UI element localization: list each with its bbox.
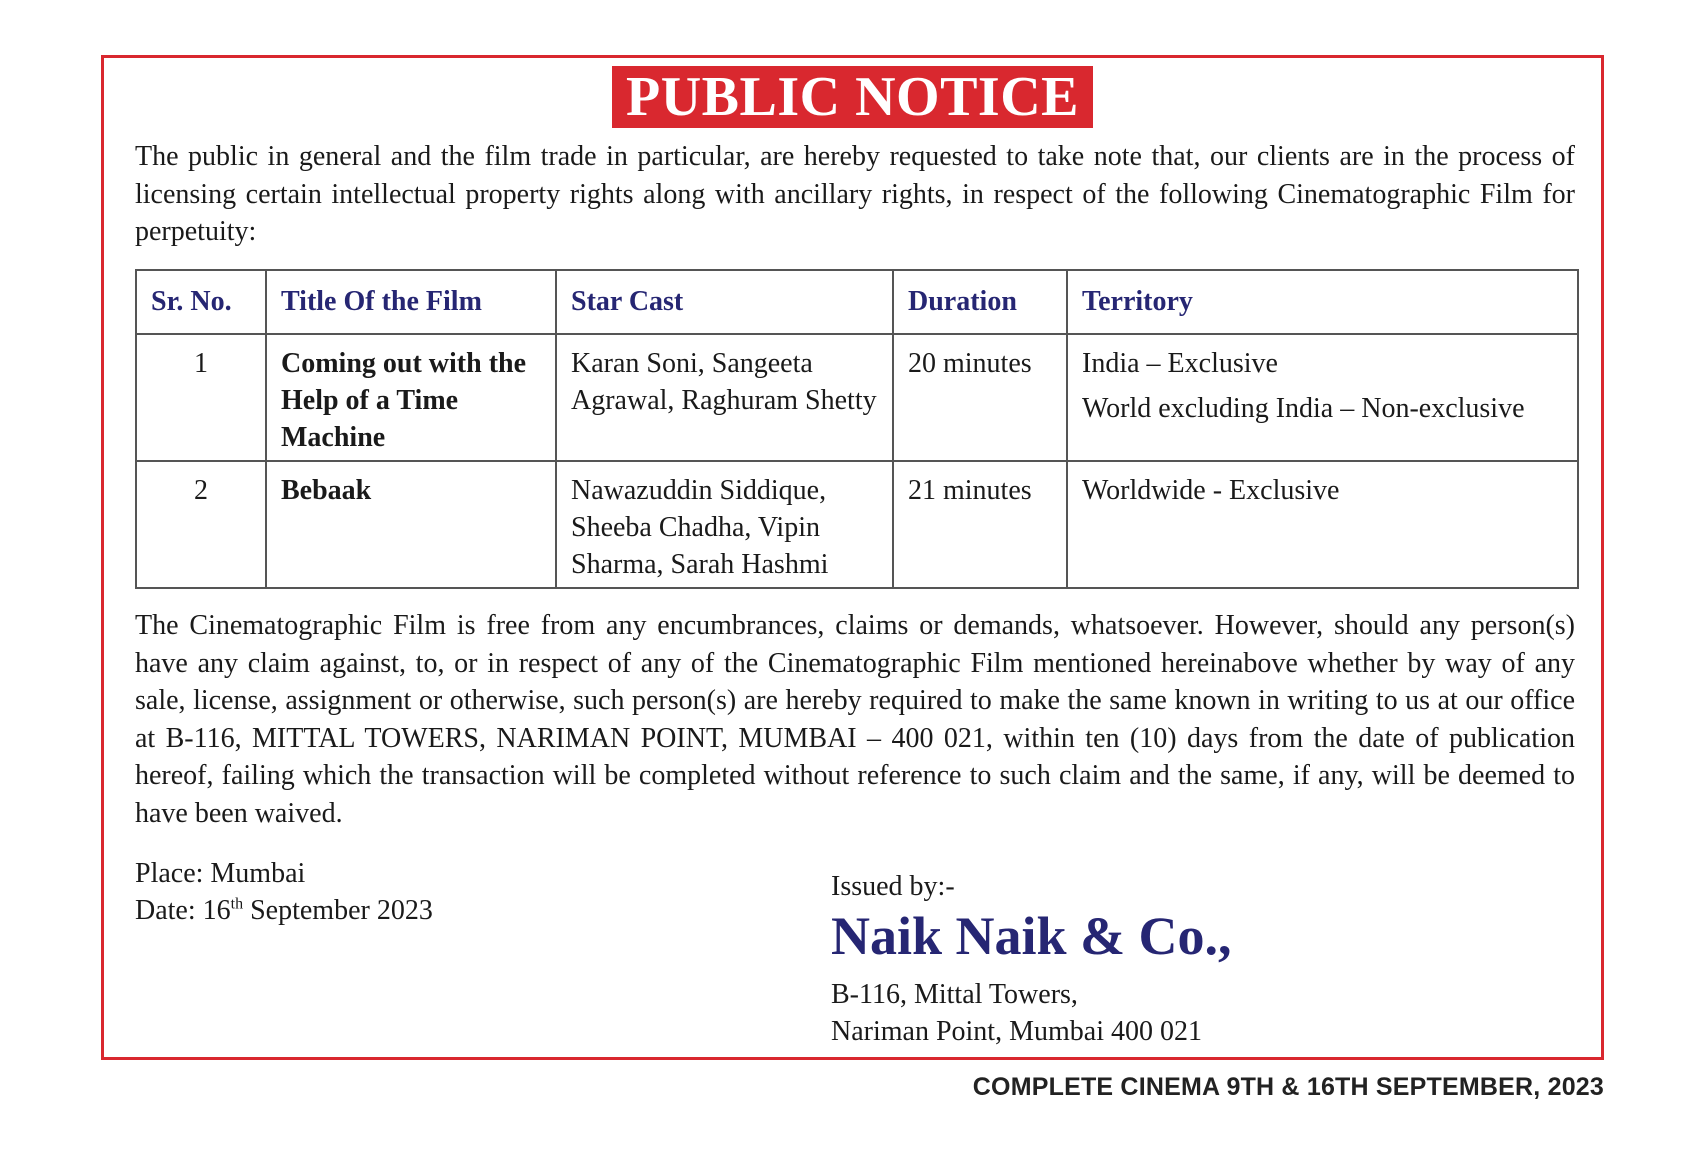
header-star-cast: Star Cast <box>556 270 893 334</box>
row-film-title: Coming out with the Help of a Time Machine <box>266 334 556 461</box>
row-territory <box>1067 461 1578 588</box>
row-duration: 21 minutes <box>893 461 1067 588</box>
row-star-cast: Karan Soni, Sangeeta Agrawal, Raghuram Shetty <box>556 334 893 461</box>
place-line: Place: Mumbai <box>135 858 306 889</box>
header-title: Title Of the Film <box>266 270 556 334</box>
address-line-1: B-116, Mittal Towers, <box>831 979 1078 1010</box>
intro-paragraph: The public in general and the film trade in particular, are hereby requested to take note that, our clients are in the process of licensing certain intellectual property rights along with ancillary rights, in respect of the following Cinematographic Film for perpetuity: <box>135 141 1575 247</box>
films-table <box>135 269 1579 589</box>
firm-name: Naik Naik & Co., <box>831 906 1232 966</box>
table-header-row <box>136 270 1578 334</box>
table-row <box>136 334 1578 461</box>
firm-address <box>831 976 1202 1050</box>
date-prefix: Date: 16 <box>135 895 231 926</box>
notice-frame <box>101 55 1604 1060</box>
row-sr-no: 2 <box>136 461 266 588</box>
date-line <box>135 892 433 929</box>
territory-line: World excluding India – Non-exclusive <box>1082 393 1525 424</box>
header-duration: Duration <box>893 270 1067 334</box>
row-star-cast: Nawazuddin Siddique, Sheeba Chadha, Vipin Sharma, Sarah Hashmi <box>556 461 893 588</box>
table-row <box>136 461 1578 588</box>
date-rest: September 2023 <box>243 895 433 926</box>
address-line-2: Nariman Point, Mumbai 400 021 <box>831 1016 1202 1047</box>
title-wrap <box>104 66 1601 128</box>
header-territory: Territory <box>1067 270 1578 334</box>
header-sr-no: Sr. No. <box>136 270 266 334</box>
row-territory <box>1067 334 1578 461</box>
territory-line: India – Exclusive <box>1082 348 1278 379</box>
notice-title: PUBLIC NOTICE <box>612 66 1093 128</box>
territory-line: Worldwide - Exclusive <box>1082 475 1340 506</box>
place-date-block <box>135 855 433 929</box>
date-ordinal: th <box>230 895 244 913</box>
publication-footer: COMPLETE CINEMA 9TH & 16TH SEPTEMBER, 2023 <box>972 1073 1604 1101</box>
row-duration: 20 minutes <box>893 334 1067 461</box>
row-film-title: Bebaak <box>266 461 556 588</box>
row-sr-no: 1 <box>136 334 266 461</box>
issued-by-label: Issued by:- <box>831 871 955 902</box>
body-paragraph: The Cinematographic Film is free from any encumbrances, claims or demands, whatsoever. However, should any person(s) have any claim against, to, or in respect of any of the Cinematographic Film mentioned hereinabove whether by way of any sale, license, assignment or otherwise, such person(s) are hereby required to make the same known in writing to us at our office at B-116, MITTAL TOWERS, NARIMAN POINT, MUMBAI – 400 021, within ten (10) days from the date of publication hereof, failing which the transaction will be completed without reference to such claim and the same, if any, will be deemed to have been waived. <box>135 610 1575 829</box>
